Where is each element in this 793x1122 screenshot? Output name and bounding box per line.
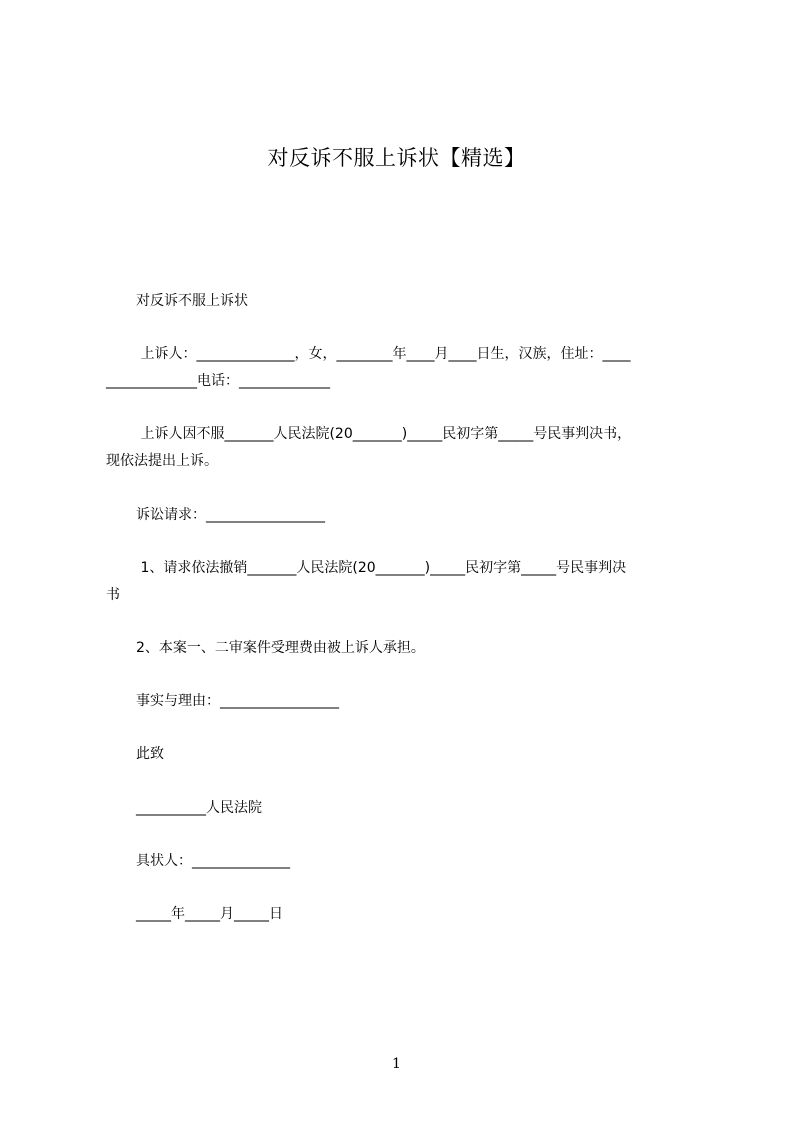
claim-2: 2、本案一、二审案件受理费由被上诉人承担。 xyxy=(136,640,425,656)
claim-1-line-1: 1、请求依法撤销_______人民法院(20_______)_____民初字第_____号民事判决 xyxy=(136,560,627,576)
reason-line-1: 上诉人因不服_______人民法院(20_______)_____民初字第_____号民事判决书， xyxy=(136,426,632,442)
claim-1-line-2: 书 xyxy=(106,587,120,603)
salutation: 此致 xyxy=(136,746,164,762)
facts-and-reasons: 事实与理由：_________________ xyxy=(136,693,339,709)
date-line: _____年_____月_____日 xyxy=(136,906,283,922)
signatory-line: 具状人：______________ xyxy=(136,853,290,869)
appellant-info-line-1: 上诉人：______________，女，________年____月____日生，汉族，住址：____ xyxy=(136,346,631,362)
court-line: __________人民法院 xyxy=(136,800,262,816)
claims-heading: 诉讼请求：_________________ xyxy=(136,507,325,523)
reason-line-2: 现依法提出上诉。 xyxy=(106,453,218,469)
appellant-info-line-2: _____________电话：_____________ xyxy=(106,373,330,389)
heading-line: 对反诉不服上诉状 xyxy=(136,293,248,309)
page-number: 1 xyxy=(392,1056,401,1072)
document-title: 对反诉不服上诉状【精选】 xyxy=(267,146,526,170)
